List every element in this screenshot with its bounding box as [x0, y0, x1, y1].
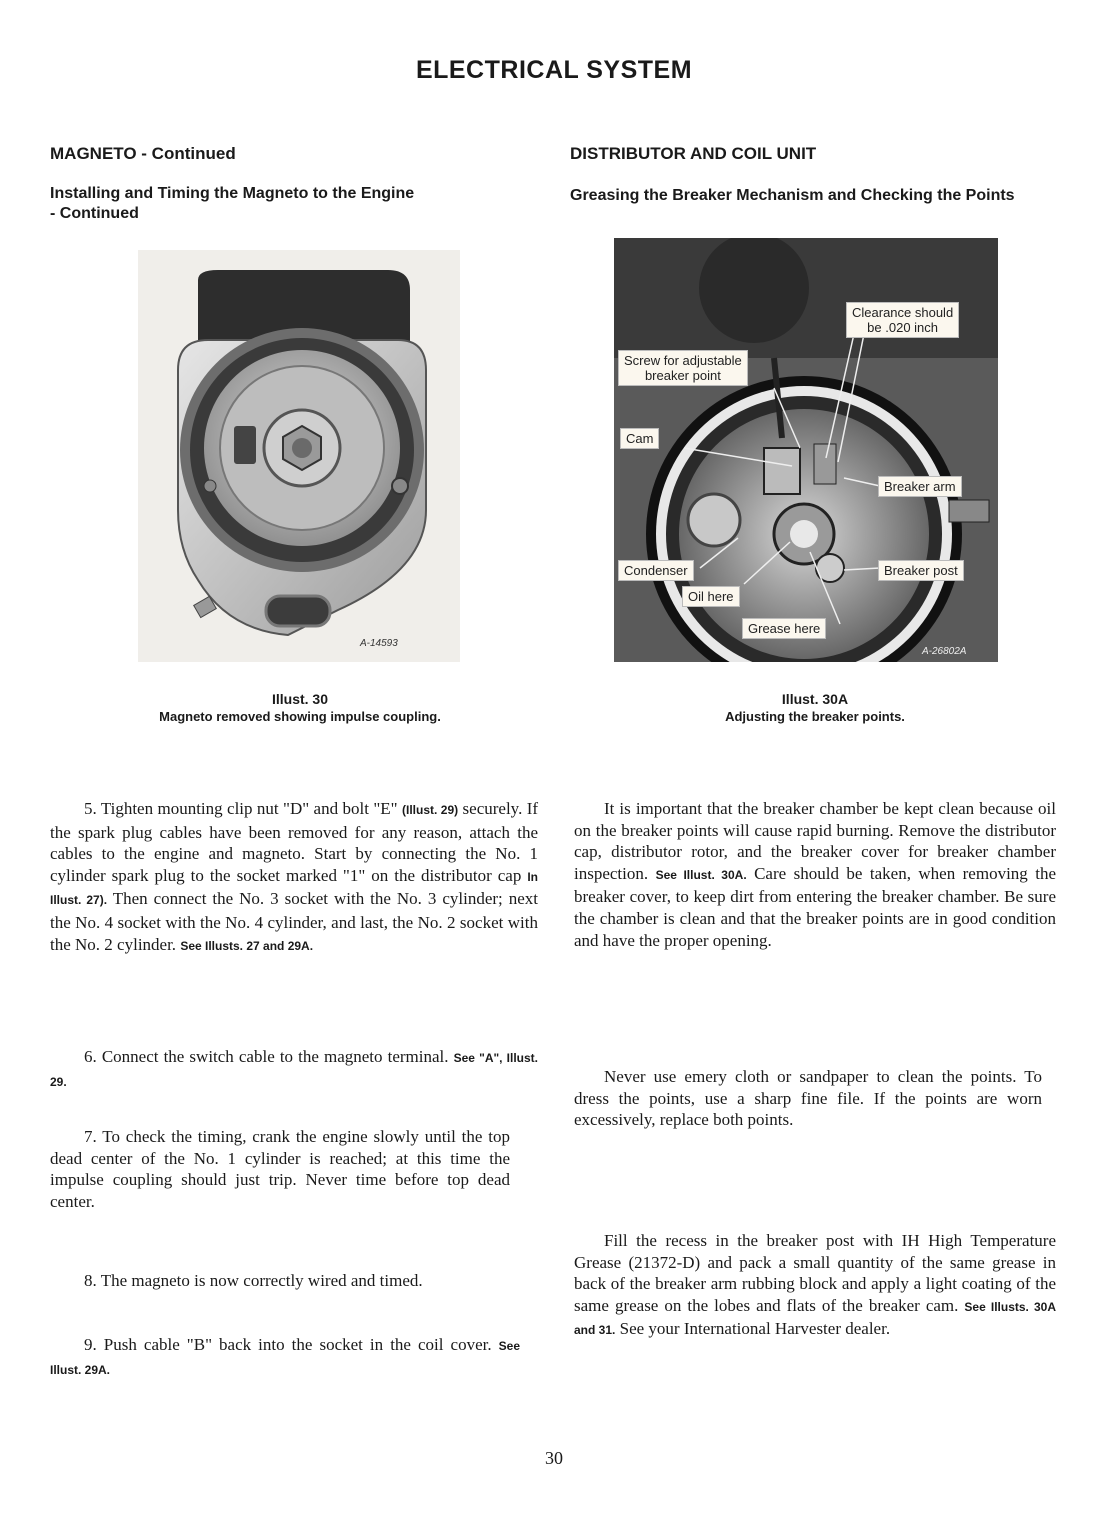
step-5-text-2: Then connect the No. 3 socket with the No. 3 cylinder; next the No. 4 socket with the No. 4 cylinder, and last, the No. 2 socket with the No. 2 cylinder. — [50, 889, 538, 954]
figure-caption-30a — [570, 690, 1060, 726]
callout-oil-here: Oil here — [682, 586, 740, 607]
figure-label: Illust. 30A — [781, 691, 849, 707]
figure-caption-text: Adjusting the breaker points. — [725, 709, 905, 724]
figure-code: A-26802A — [922, 646, 967, 657]
subsection-heading-installing — [50, 184, 550, 224]
page-title: ELECTRICAL SYSTEM — [415, 56, 693, 84]
step-9-text: 9. Push cable "B" back into the socket in the coil cover. — [84, 1335, 492, 1354]
step-5-text: securely. If the spark plug cables have been removed for any reason, attach the cables to the engine and magneto. Start by connecting the No. 1 cylinder spark plug to the socket marked "1" on the distributor cap — [50, 799, 539, 885]
illust-ref: See Illust. 30A. — [655, 867, 747, 882]
callout-text: breaker point — [644, 368, 721, 383]
callout-condenser: Condenser — [618, 560, 694, 581]
callout-breaker-arm: Breaker arm — [878, 476, 962, 497]
step-6-text: 6. Connect the switch cable to the magneto terminal. — [84, 1047, 449, 1066]
illust-ref: See Illusts. 27 and 29A. — [180, 938, 314, 953]
page-number: 30 — [545, 1448, 563, 1468]
magneto-illustration — [138, 250, 460, 662]
subsection-line-1: Installing and Timing the Magneto to the Engine — [50, 185, 415, 202]
figure-label: Illust. 30 — [271, 691, 329, 707]
callout-breaker-post: Breaker post — [878, 560, 964, 581]
step-9-paragraph — [50, 1334, 520, 1381]
step-5-paragraph — [50, 798, 538, 957]
callout-grease-here: Grease here — [742, 618, 826, 639]
figure-caption-30 — [50, 690, 550, 726]
paragraph-grease — [574, 1230, 1056, 1342]
illust-ref: In Illust. 27). — [50, 869, 538, 908]
subsection-heading-greasing: Greasing the Breaker Mechanism and Checking the Points — [570, 187, 1015, 204]
magneto-photo — [138, 250, 460, 662]
figure-code: A-14593 — [360, 638, 398, 649]
paragraph-text-2: Care should be taken, when removing the breaker cover, to keep dirt from entering the breaker chamber. Be sure the chamber is clean and that the breaker points are in good condition and have the proper opening. — [574, 863, 1056, 950]
breaker-photo — [614, 238, 998, 662]
callout-text: Clearance should — [852, 305, 954, 320]
callout-screw — [618, 350, 748, 386]
section-heading-magneto: MAGNETO - Continued — [50, 144, 236, 163]
illust-ref: See Illust. 29A. — [50, 1339, 521, 1377]
step-8-paragraph: 8. The magneto is now correctly wired and timed. — [84, 1271, 423, 1290]
illust-ref: (Illust. 29) — [401, 803, 459, 817]
step-7-paragraph: 7. To check the timing, crank the engine slowly until the top dead center of the No. 1 cylinder is reached; at this time the impulse coupling should just trip. Never time before top dead center. — [50, 1127, 510, 1211]
step-5-lead: 5. Tighten mounting clip nut "D" and bolt "E" — [84, 799, 398, 818]
section-heading-distributor: DISTRIBUTOR AND COIL UNIT — [570, 144, 817, 163]
illust-ref: See Illusts. 30A and 31. — [574, 1299, 1056, 1338]
paragraph-text: Fill the recess in the breaker post with IH High Temperature Grease (21372-D) and pack a small quantity of the same grease in back of the breaker arm rubbing block and apply a light coating of the same grease on the lobes and flats of the breaker cam. — [574, 1231, 1056, 1315]
callout-text: Screw for adjustable — [624, 353, 742, 368]
step-6-paragraph — [50, 1046, 538, 1093]
callout-clearance — [846, 302, 959, 338]
figure-caption-text: Magneto removed showing impulse coupling. — [159, 709, 441, 724]
callout-text: be .020 inch — [867, 320, 939, 335]
paragraph-emery: Never use emery cloth or sandpaper to clean the points. To dress the points, use a sharp fine file. If the points are worn excessively, replace both points. — [574, 1067, 1042, 1130]
subsection-line-2: - Continued — [50, 205, 139, 222]
callout-cam: Cam — [620, 428, 659, 449]
paragraph-text-2: See your International Harvester dealer. — [619, 1319, 891, 1339]
illust-ref: See "A", Illust. 29. — [50, 1051, 539, 1089]
paragraph-breaker-clean — [574, 798, 1056, 951]
paragraph-text: It is important that the breaker chamber be kept clean because oil on the breaker points will cause rapid burning. Remove the distributor cap, distributor rotor, and the breaker cover for breaker chamber inspection. — [574, 799, 1056, 883]
